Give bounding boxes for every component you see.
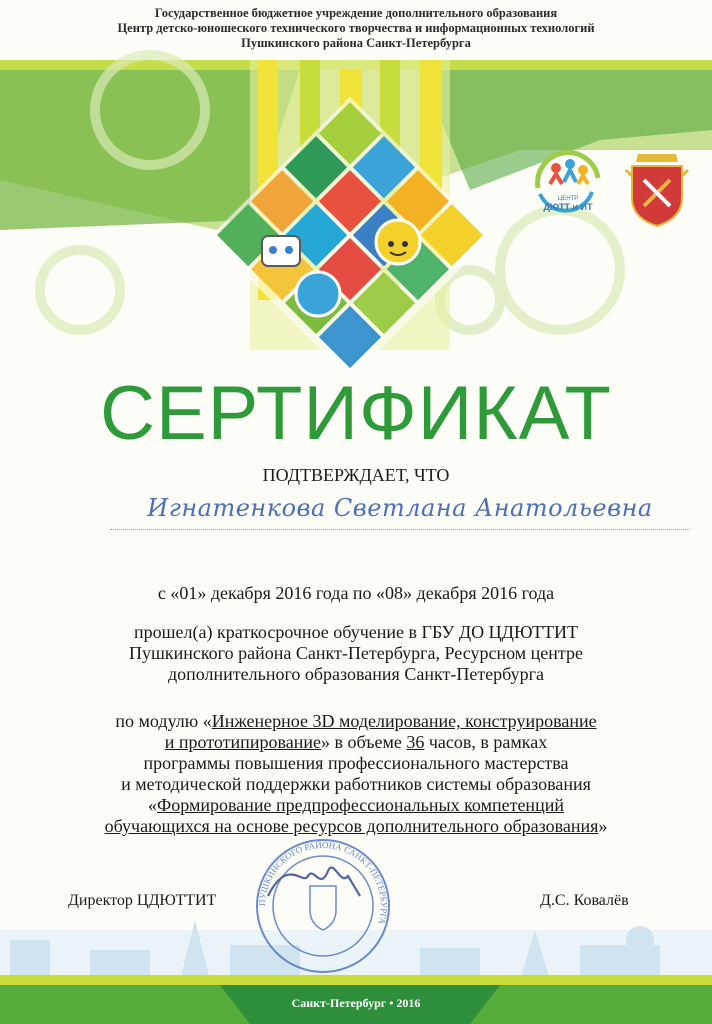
helmet-face-icon [376,220,420,264]
logo-top-text: ЦЕНТР [557,196,579,202]
program-name-part-2: обучающихся на основе ресурсов дополнительного образования [104,816,599,836]
date-range: с «01» декабря 2016 года по «08» декабря 2016 года [157,583,555,603]
module-line-3: программы повышения профессионального мастерства [143,753,569,773]
children-figures-logo-icon [528,148,608,214]
module-line-1 [0,711,712,732]
institution-header [0,0,712,51]
program-line-2 [0,816,712,837]
program-name-part-1: Формирование предпрофессиональных компетенций [157,795,564,815]
training-line-2: Пушкинского района Санкт-Петербурга, Ресурсном центре [128,643,584,663]
recipient-name: Игнатенкова Светлана Анатольевна [147,494,653,522]
logo-bottom-text: ДЮТТ и ИТ [543,202,593,212]
stamp-ring-text: ПУШКИНСКОГО РАЙОНА САНКТ-ПЕТЕРБУРГА [256,839,390,926]
official-stamp [248,836,398,976]
header-line-2: Центр детско-юношеского технического творчества и информационных технологий [117,21,595,35]
training-line-3: дополнительного образования Санкт-Петербурга [167,664,545,684]
confirms-text: ПОДТВЕРЖДАЕТ, ЧТО [262,465,450,485]
module-line-2 [0,732,712,753]
module-mid: » в объеме [320,732,407,752]
module-suffix: часов, в рамках [424,732,548,752]
module-name-part-1: Инженерное 3D моделирование, конструирование [211,711,597,731]
program-line-1 [0,795,712,816]
module-hours: 36 [406,732,425,752]
module-prefix: по модулю « [115,711,212,731]
training-line-1: прошел(а) краткосрочное обучение в ГБУ ДО ЦДЮТТИТ [134,622,578,642]
robot-icon [262,236,300,266]
module-line-4: и методической поддержки работников системы образования [121,774,591,794]
handwritten-signature [268,867,360,896]
coat-of-arms-icon [624,150,690,228]
director-position: Директор ЦДЮТТИТ [68,892,217,909]
module-name-part-2: и прототипирование [164,732,321,752]
header-line-3: Пушкинского района Санкт-Петербурга [241,36,471,50]
certificate-title: СЕРТИФИКАТ [100,371,612,456]
footer-city-year: Санкт-Петербург • 2016 [291,996,421,1010]
header-line-1: Государственное бюджетное учреждение дополнительного образования [154,6,558,20]
director-name: Д.С. Ковалёв [540,892,629,909]
program-open-quote: « [148,795,158,815]
stamp-emblem [310,886,336,930]
studio-circle-icon [296,272,340,316]
name-underline [110,529,690,530]
program-close-quote: » [598,816,608,836]
